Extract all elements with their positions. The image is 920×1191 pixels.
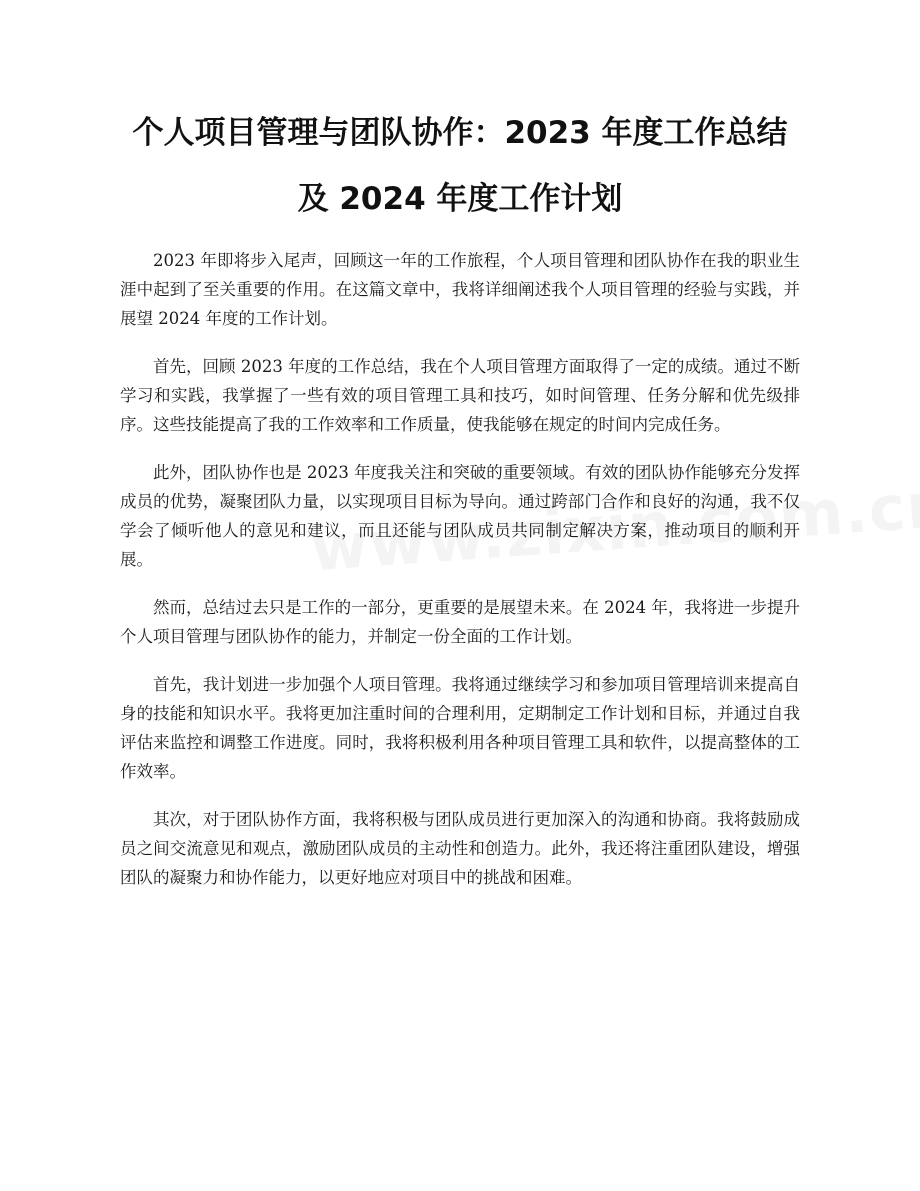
document-body (120, 246, 800, 911)
paragraph: 然而，总结过去只是工作的一部分，更重要的是展望未来。在 2024 年，我将进一步提升个人项目管理与团队协作的能力，并制定一份全面的工作计划。 (120, 598, 800, 646)
paragraph: 首先，回顾 2023 年度的工作总结，我在个人项目管理方面取得了一定的成绩。通过不断学习和实践，我掌握了一些有效的项目管理工具和技巧，如时间管理、任务分解和优先级排序。这些技能提高了我的工作效率和工作质量，使我能够在规定的时间内完成任务。 (120, 357, 800, 434)
paragraph: 其次，对于团队协作方面，我将积极与团队成员进行更加深入的沟通和协商。我将鼓励成员之间交流意见和观点，激励团队成员的主动性和创造力。此外，我还将注重团队建设，增强团队的凝聚力和协作能力，以更好地应对项目中的挑战和困难。 (120, 810, 800, 887)
paragraph: 2023 年即将步入尾声，回顾这一年的工作旅程，个人项目管理和团队协作在我的职业生涯中起到了至关重要的作用。在这篇文章中，我将详细阐述我个人项目管理的经验与实践，并展望 2024 年度的工作计划。 (120, 251, 800, 328)
paragraph: 此外，团队协作也是 2023 年度我关注和突破的重要领域。有效的团队协作能够充分发挥成员的优势，凝聚团队力量，以实现项目目标为导向。通过跨部门合作和良好的沟通，我不仅学会了倾听他人的意见和建议，而且还能与团队成员共同制定解决方案，推动项目的顺利开展。 (120, 463, 800, 569)
paragraph: 首先，我计划进一步加强个人项目管理。我将通过继续学习和参加项目管理培训来提高自身的技能和知识水平。我将更加注重时间的合理利用，定期制定工作计划和目标，并通过自我评估来监控和调整工作进度。同时，我将积极利用各种项目管理工具和软件，以提高整体的工作效率。 (120, 675, 800, 781)
document-title: 个人项目管理与团队协作：2023 年度工作总结及 2024 年度工作计划 (132, 115, 788, 217)
